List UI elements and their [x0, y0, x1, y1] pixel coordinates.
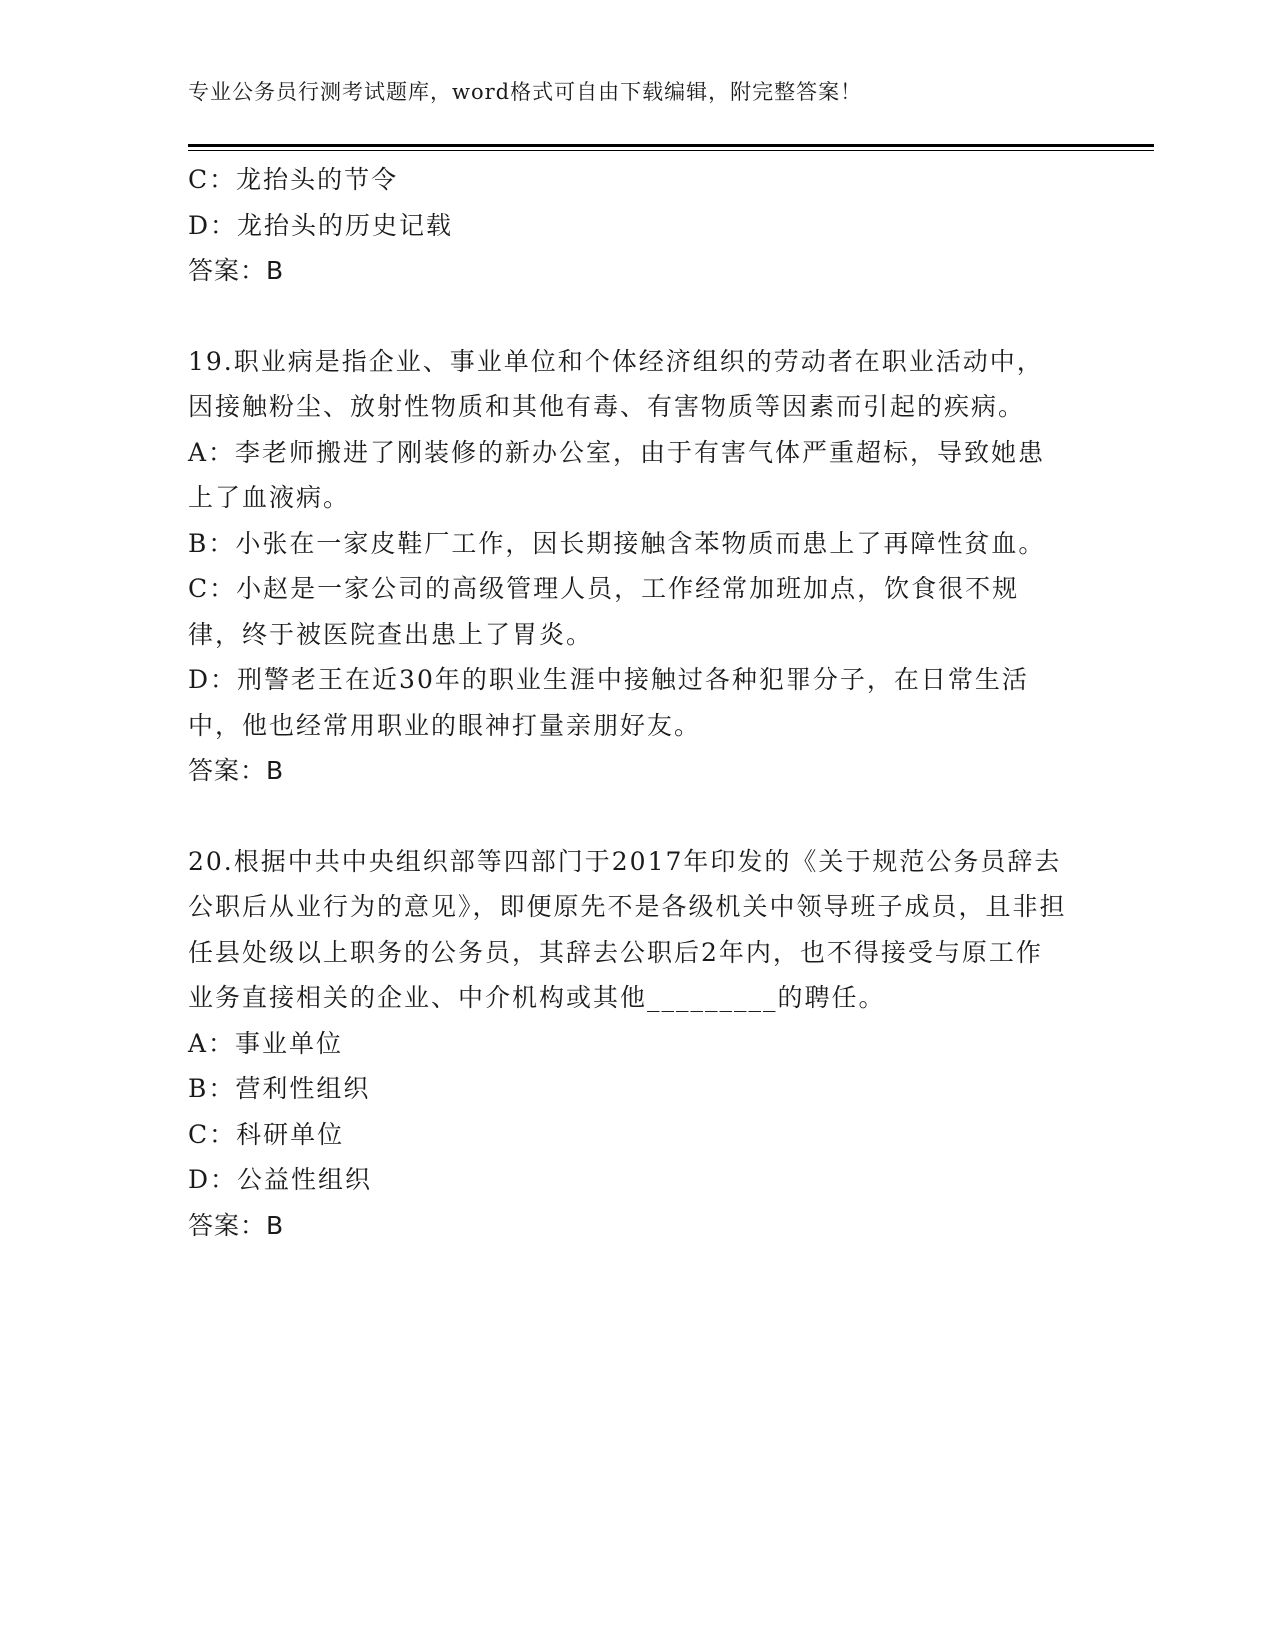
page-header: 专业公务员行测考试题库，word格式可自由下载编辑，附完整答案！ — [188, 80, 863, 104]
option-c: C：小赵是一家公司的高级管理人员，工作经常加班加点，饮食很不规律，终于被医院查出患上了胃炎。 — [188, 574, 1020, 649]
question-stem: 19.职业病是指企业、事业单位和个体经济组织的劳动者在职业活动中，因接触粉尘、放射性物质和其他有毒、有害物质等因素而引起的疾病。 — [188, 346, 1044, 421]
spacer — [188, 294, 1068, 339]
option-b: B：小张在一家皮鞋厂工作，因长期接触含苯物质而患上了再障性贫血。 — [188, 528, 1046, 558]
question-stem: 20.根据中共中央组织部等四部门于2017年印发的《关于规范公务员辞去公职后从业行为的意见》，即便原先不是各级机关中领导班子成员，且非担任县处级以上职务的公务员，其辞去公职后2年内，也不得接受与原工作业务直接相关的企业、中介机构或其他_________的聘任。 — [188, 846, 1067, 1012]
option-b: B：营利性组织 — [188, 1074, 371, 1103]
option-a: A：事业单位 — [188, 1028, 344, 1058]
header-rule-thin — [188, 150, 1154, 151]
option-d: D：公益性组织 — [188, 1165, 373, 1194]
answer: 答案：B — [188, 1210, 285, 1240]
option-c: C：龙抬头的节令 — [188, 165, 399, 194]
option-a: A：李老师搬进了刚装修的新办公室，由于有害气体严重超标，导致她患上了血液病。 — [188, 437, 1046, 512]
question-19 — [188, 339, 1068, 794]
option-d: D：龙抬头的历史记载 — [188, 210, 454, 240]
answer: 答案：B — [188, 256, 285, 285]
prev-question-tail — [188, 157, 1068, 294]
answer: 答案：B — [188, 756, 285, 785]
header-rule-thick — [188, 144, 1154, 147]
spacer — [188, 794, 1068, 839]
option-d: D：刑警老王在近30年的职业生涯中接触过各种犯罪分子，在日常生活中，他也经常用职业的眼神打量亲朋好友。 — [188, 665, 1029, 740]
option-c: C：科研单位 — [188, 1119, 345, 1149]
question-20 — [188, 839, 1068, 1249]
document-body — [188, 157, 1068, 1248]
